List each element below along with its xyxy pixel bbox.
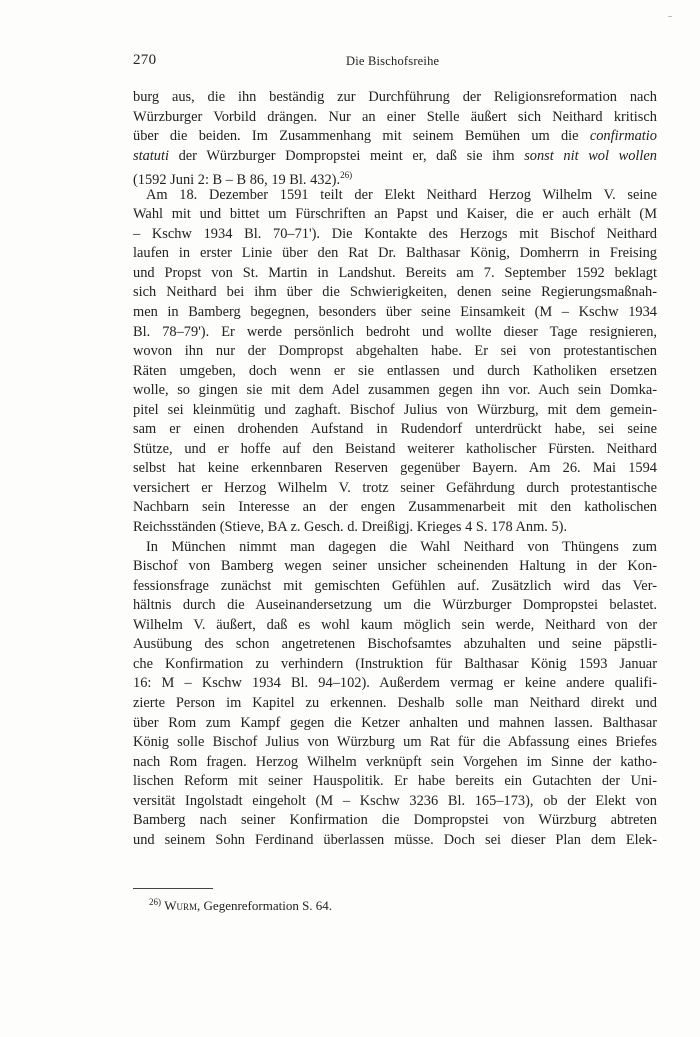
running-head: Die Bischofsreihe <box>346 54 440 68</box>
text-line <box>133 323 657 343</box>
text-line <box>133 440 657 460</box>
text-line <box>133 674 657 694</box>
text-span: Wahl mit und bittet um Fürschriften an Papst und Kaiser, die er auch erhält (M <box>133 206 657 223</box>
text-span: Bamberg nach seiner Konfirmation die Dompropstei von Würzburg abtreten <box>133 812 657 829</box>
text-span: – Kschw 1934 Bl. 70–71'). Die Kontakte des Herzogs mit Bischof Neithard <box>133 225 657 242</box>
text-span: wovon ihn nur der Dompropst abgehalten habe. Er sei von protestantischen <box>133 343 657 360</box>
text-span: Räten umgeben, doch wenn er sie entlassen und durch Katholiken ersetzen <box>133 362 657 379</box>
text-line <box>133 381 657 401</box>
text-span: König solle Bischof Julius von Würzburg um Rat für die Abfassung eines Briefes <box>133 734 657 751</box>
text-span: Bl. 78–79'). Er werde persönlich bedroht und wollte dieser Tage resignieren, <box>133 323 657 340</box>
text-line <box>133 401 657 421</box>
text-line <box>133 538 657 558</box>
text-line <box>133 616 657 636</box>
text-line <box>133 459 657 479</box>
text-line <box>133 753 657 773</box>
text-line <box>133 635 657 655</box>
text-line <box>133 108 657 128</box>
text-span: burg aus, die ihn beständig zur Durchführung der Religionsreformation nach <box>133 89 657 105</box>
text-span: zierte Person im Kapitel zu erkennen. Deshalb solle man Neithard direkt und <box>133 694 657 711</box>
text-span: sam er einen drohenden Aufstand in Rudendorf unterdrückt habe, sei seine <box>133 421 657 438</box>
text-line <box>133 283 657 303</box>
text-span: Am 18. Dezember 1591 teilt der Elekt Neithard Herzog Wilhelm V. seine <box>146 186 657 203</box>
scan-mark <box>668 16 672 17</box>
text-span: über die beiden. Im Zusammenhang mit seinem Bemühen um die <box>133 128 590 145</box>
text-line <box>133 205 657 225</box>
text-span: Nachbarn sein Interesse an der engen Zusammenarbeit mit den katholischen <box>133 499 657 516</box>
text-span: (1592 Juni 2: B – B 86, 19 Bl. 432). <box>133 172 341 189</box>
text-line <box>133 264 657 284</box>
footnote-author: Wurm <box>164 898 198 913</box>
page-number: 270 <box>133 52 157 68</box>
text-span: Reichsständen (Stieve, BA z. Gesch. d. Dreißigj. Krieges 4 S. 178 Anm. 5). <box>133 519 568 536</box>
text-line <box>133 303 657 323</box>
text-line <box>133 518 657 538</box>
text-line <box>133 127 657 147</box>
text-span: fessionsfrage zunächst mit gemischten Gefühlen auf. Zusätzlich wird das Ver- <box>133 577 657 594</box>
text-line <box>133 342 657 362</box>
text-span: confirmatio <box>589 128 657 145</box>
text-span: Stütze, und er hoffe auf den Beistand weiterer katholischer Fürsten. Neithard <box>133 440 657 457</box>
text-span: sich Neithard bei ihm über die Schwierigkeiten, denen seine Regierungsmaßnah- <box>133 284 657 301</box>
text-span: laufen in erster Linie über den Rat Dr. Balthasar König, Domherrn in Freising <box>133 245 657 262</box>
text-line <box>133 244 657 264</box>
text-span: versichert er Herzog Wilhelm V. trotz seiner Gefährdung durch protestantische <box>133 479 657 496</box>
text-line <box>133 596 657 616</box>
text-line <box>133 694 657 714</box>
text-line <box>133 811 657 831</box>
text-span: men in Bamberg begegnen, besonders über seine Einsamkeit (M – Kschw 1934 <box>133 304 657 321</box>
text-line <box>133 479 657 499</box>
text-line <box>133 714 657 734</box>
text-line <box>133 225 657 245</box>
text-span: und Propst von St. Martin in Landshut. Bereits am 7. September 1592 beklagt <box>133 264 657 281</box>
text-span: sonst nit wol wollen <box>524 147 657 164</box>
text-span: über Rom zum Kampf gegen die Ketzer anhalten und mahnen lassen. Balthasar <box>133 714 657 731</box>
text-span: Würzburger Vorbild drängen. Nur an einer Stelle äußert sich Neithard kritisch <box>133 108 657 125</box>
footnote-mark: 26) <box>149 897 161 907</box>
footnote <box>149 897 332 914</box>
text-span: der Würzburger Dompropstei meint er, daß sie ihm <box>168 147 525 164</box>
text-line <box>133 831 657 851</box>
text-line <box>133 772 657 792</box>
text-line <box>133 166 657 189</box>
text-line <box>133 362 657 382</box>
text-span: nach Rom fragen. Herzog Wilhelm verknüpft sein Vorgehen im Sinne der katho- <box>133 753 657 770</box>
text-span: versität Ingolstadt eingeholt (M – Kschw 3236 Bl. 165–173), ob der Elekt von <box>133 792 657 809</box>
text-line <box>133 557 657 577</box>
text-line <box>133 88 657 108</box>
text-span: hältnis durch die Auseinandersetzung um die Würzburger Dompropstei belastet. <box>133 597 657 614</box>
text-span: selbst hat keine erkennbaren Reserven gegenüber Bayern. Am 26. Mai 1594 <box>133 460 657 477</box>
text-line <box>133 577 657 597</box>
text-span: In München nimmt man dagegen die Wahl Neithard von Thüngens zum <box>146 538 657 555</box>
text-line <box>133 733 657 753</box>
text-span: wolle, so gingen sie mit dem Adel zusammen gegen ihn vor. Auch sein Domka- <box>133 382 657 399</box>
text-span: Ausübung des schon angetretenen Bischofsamtes abzuhalten und seine päpstli- <box>133 636 657 653</box>
text-span: pitel sei kleinmütig und zaghaft. Bischof Julius von Würzburg, mit dem gemein- <box>133 401 657 418</box>
text-span: und seinem Sohn Ferdinand überlassen müsse. Doch sei dieser Plan dem Elek- <box>133 831 657 848</box>
text-span: che Konfirmation zu verhindern (Instruktion für Balthasar König 1593 Januar <box>133 655 657 672</box>
text-span: statuti <box>133 147 169 164</box>
footnote-ref: 26) <box>340 170 353 181</box>
text-span: Bischof von Bamberg wegen seiner unsicher scheinenden Haltung in der Kon- <box>133 558 657 575</box>
text-line <box>133 420 657 440</box>
footnote-rule <box>133 888 213 889</box>
text-line <box>133 792 657 812</box>
text-line <box>133 186 657 206</box>
footnote-text: , Gegenreformation S. 64. <box>197 898 333 913</box>
text-line <box>133 655 657 675</box>
body-text <box>133 88 657 850</box>
text-line <box>133 147 657 167</box>
text-line <box>133 498 657 518</box>
text-span: Wilhelm V. äußert, daß es wohl kaum möglich sein werde, Neithard von der <box>133 616 657 633</box>
text-span: 16: M – Kschw 1934 Bl. 94–102). Außerdem vermag er keine andere qualifi- <box>133 675 657 692</box>
text-span: lischen Reform mit seiner Hauspolitik. Er habe bereits ein Gutachten der Uni- <box>133 773 657 790</box>
